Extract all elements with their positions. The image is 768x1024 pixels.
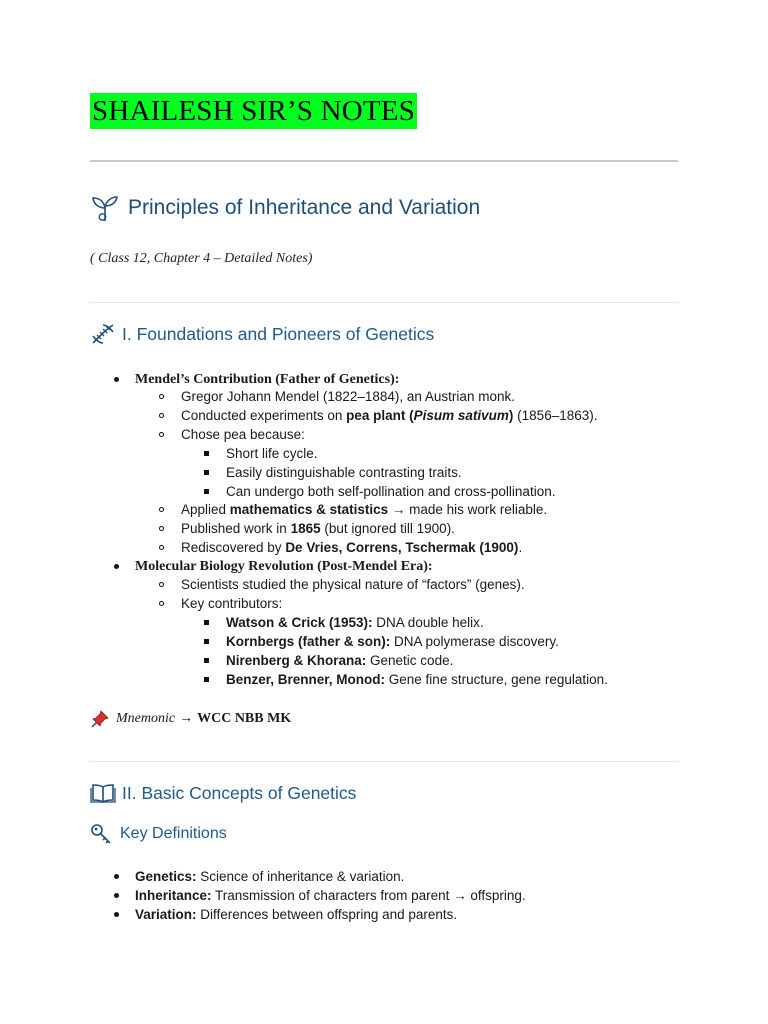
square-bullet [204, 677, 209, 682]
list-item: Kornbergs (father & son): DNA polymerase discovery. [226, 634, 559, 649]
list-item: Conducted experiments on pea plant (Pisum sativum) (1856–1863). [181, 408, 598, 423]
divider [90, 160, 678, 162]
mendel-heading: Mendel’s Contribution (Father of Genetics): [135, 372, 400, 387]
list-item: Scientists studied the physical nature of “factors” (genes). [181, 577, 525, 592]
sub-bullet [159, 413, 164, 418]
pushpin-icon [90, 709, 110, 729]
divider [90, 302, 678, 303]
list-item: Watson & Crick (1953): DNA double helix. [226, 615, 484, 630]
mnemonic-label: Mnemonic [116, 711, 176, 726]
sub-bullet [159, 601, 164, 606]
sub-bullet [159, 526, 164, 531]
square-bullet [204, 470, 209, 475]
banner-text: SHAILESH SIR’S NOTES [92, 95, 416, 127]
square-bullet [204, 639, 209, 644]
sub-bullet [159, 394, 164, 399]
section-1-heading: I. Foundations and Pioneers of Genetics [122, 323, 435, 344]
bullet [114, 874, 119, 879]
list-item: Short life cycle. [226, 446, 318, 461]
list-item: Gregor Johann Mendel (1822–1884), an Austrian monk. [181, 389, 515, 404]
sub-bullet [159, 545, 164, 550]
divider [90, 761, 678, 762]
definition-item: Inheritance: Transmission of characters from parent → offspring. [135, 888, 526, 903]
arrow-icon: → [179, 711, 194, 726]
mnemonic-line [90, 709, 291, 729]
list-item: Rediscovered by De Vries, Correns, Tschermak (1900). [181, 540, 523, 555]
sub-bullet [159, 582, 164, 587]
section-heading-row [90, 782, 356, 804]
bullet [114, 893, 119, 898]
key-definitions-heading: Key Definitions [120, 825, 227, 842]
section-2-heading: II. Basic Concepts of Genetics [122, 782, 357, 803]
sub-bullet [159, 507, 164, 512]
list-item: Nirenberg & Khorana: Genetic code. [226, 653, 454, 668]
document-subtitle: ( Class 12, Chapter 4 – Detailed Notes) [90, 251, 313, 266]
list-item: Benzer, Brenner, Monod: Gene fine structure, gene regulation. [226, 672, 608, 687]
notes-banner [90, 93, 417, 129]
document-title: Principles of Inheritance and Variation [128, 196, 481, 219]
key-icon [90, 823, 114, 845]
subsection-heading-row [90, 823, 227, 845]
dna-icon [90, 322, 116, 346]
sub-bullet [159, 432, 164, 437]
square-bullet [204, 489, 209, 494]
list-item: Chose pea because: [181, 427, 305, 442]
square-bullet [204, 620, 209, 625]
document-title-row [90, 193, 480, 223]
definition-item: Genetics: Science of inheritance & variation. [135, 869, 405, 884]
molecular-heading: Molecular Biology Revolution (Post-Mendel Era): [135, 559, 433, 574]
square-bullet [204, 658, 209, 663]
section-heading-row [90, 322, 434, 346]
seedling-icon [90, 193, 120, 223]
bullet [114, 377, 119, 382]
list-item: Can undergo both self-pollination and cross-pollination. [226, 484, 556, 499]
mnemonic-code: WCC NBB MK [197, 711, 292, 726]
bullet [114, 564, 119, 569]
list-item: Applied mathematics & statistics → made his work reliable. [181, 502, 548, 517]
list-item: Published work in 1865 (but ignored till 1900). [181, 521, 455, 536]
list-item: Key contributors: [181, 596, 283, 611]
bullet [114, 912, 119, 917]
list-item: Easily distinguishable contrasting traits. [226, 465, 462, 480]
book-icon [90, 782, 116, 804]
definition-item: Variation: Differences between offspring and parents. [135, 907, 458, 922]
square-bullet [204, 451, 209, 456]
